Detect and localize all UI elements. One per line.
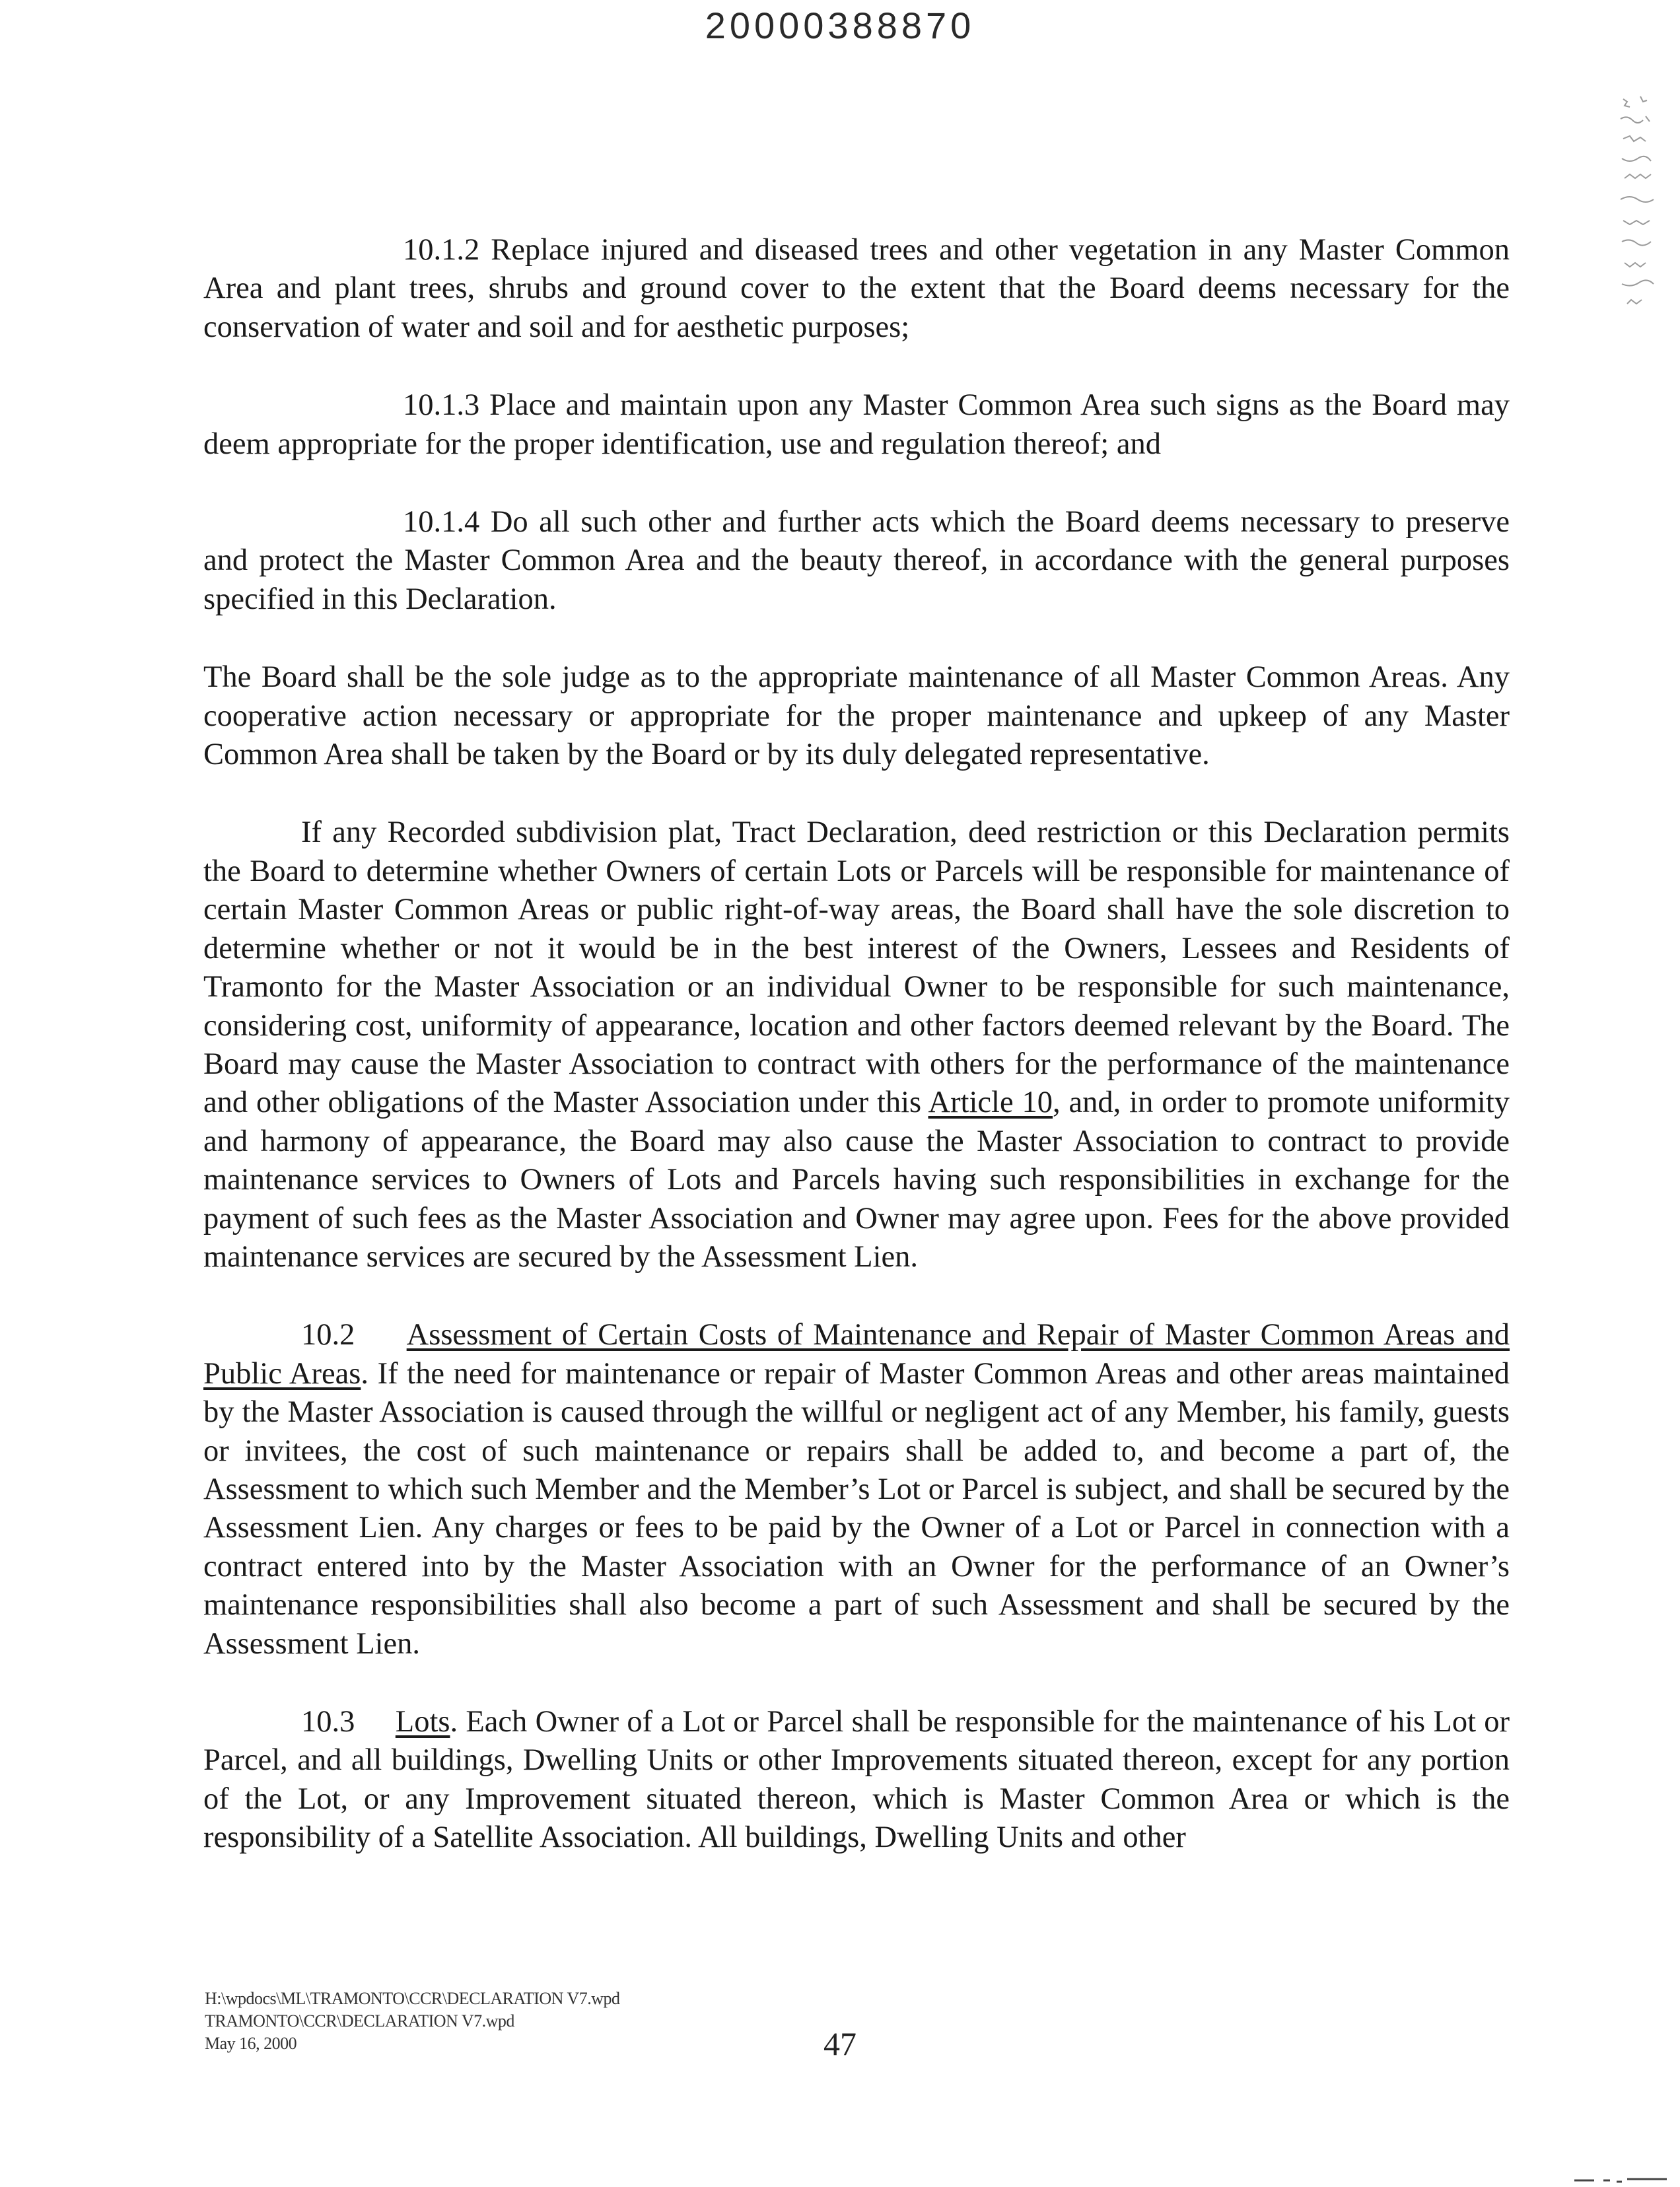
paragraph-recorded-plat [203, 814, 1510, 1276]
scan-corner-marks [1548, 2167, 1680, 2187]
section-10-2 [203, 1316, 1510, 1663]
section-10-3-body: . Each Owner of a Lot or Parcel shall be responsible for the maintenance of his Lot or Parcel, and all buildings, Dwelling Units or other Improvements situated thereon, except for any portion of the Lot, or any Improvement situated thereon, which is Master Common Area or which is the responsibility of a Satellite Association. All buildings, Dwelling Units and other [203, 1705, 1510, 1855]
recording-stamp [1614, 92, 1662, 317]
section-10-2-body: . If the need for maintenance or repair of Master Common Areas and other areas maintained by the Master Association is caused through the willful or negligent act of any Member, his family, guests or invitees, the cost of such maintenance or repairs shall be added to, and become a part of, the Assessment to which such Member and the Member’s Lot or Parcel is subject, and shall be secured by the Assessment Lien. Any charges or fees to be paid by the Owner of a Lot or Parcel in connection with a contract entered into by the Master Association with an Owner for the performance of an Owner’s maintenance responsibilities shall also become a part of such Assessment and shall be secured by the Assessment Lien. [203, 1356, 1510, 1661]
section-10-3-heading: Lots [395, 1705, 450, 1739]
footer-path-line-2: TRAMONTO\CCR\DECLARATION V7.wpd [205, 2011, 514, 2031]
page-number: 47 [823, 2025, 857, 2062]
section-10-2-heading: Assessment of Certain Costs of Maintenance and Repair of Master Common Areas and Public Areas [203, 1318, 1510, 1391]
paragraph-10-1-4: 10.1.4 Do all such other and further acts which the Board deems necessary to preserve and protect the Master Common Area and the beauty thereof, in accordance with the general purposes specified in this Declaration. [203, 505, 1510, 616]
document-number: 20000388870 [705, 5, 975, 46]
footer-date: May 16, 2000 [205, 2034, 297, 2053]
section-10-3 [203, 1703, 1510, 1857]
section-10-3-number: 10.3 [301, 1705, 355, 1739]
paragraph-10-1-2: 10.1.2 Replace injured and diseased trees and other vegetation in any Master Common Area and plant trees, shrubs and ground cover to the extent that the Board deems necessary for the conservation of water and soil and for aesthetic purposes; [203, 233, 1510, 344]
footer-path-line-1: H:\wpdocs\ML\TRAMONTO\CCR\DECLARATION V7.wpd [205, 1989, 620, 2008]
section-10-2-number: 10.2 [301, 1318, 355, 1352]
paragraph-recorded-plat-text-continued: , and, in order to promote uniformity and harmony of appearance, the Board may also cause the Master Association to contract to provide maintenance services to Owners of Lots and Parcels having such responsibilities in exchange for the payment of such fees as the Master Association and Owner may agree upon. Fees for the above provided maintenance services are secured by the Assessment Lien. [203, 1086, 1510, 1274]
paragraph-recorded-plat-text: If any Recorded subdivision plat, Tract Declaration, deed restriction or this Declaration permits the Board to determine whether Owners of certain Lots or Parcels will be responsible for maintenance of certain Master Common Areas or public right-of-way areas, the Board shall have the sole discretion to determine whether or not it would be in the best interest of the Owners, Lessees and Residents of Tramonto for the Master Association or an individual Owner to be responsible for such maintenance, considering cost, uniformity of appearance, location and other factors deemed relevant by the Board. The Board may cause the Master Association to contract with others for the performance of the maintenance and other obligations of the Master Association under this [203, 816, 1510, 1120]
document-body [203, 231, 1510, 1857]
article-10-reference: Article 10 [928, 1086, 1053, 1120]
paragraph-board-judge: The Board shall be the sole judge as to the appropriate maintenance of all Master Common Areas. Any cooperative action necessary or appropriate for the proper maintenance and upkeep of any Master Common Area shall be taken by the Board or by its duly delegated representative. [203, 660, 1510, 772]
paragraph-10-1-3: 10.1.3 Place and maintain upon any Master Common Area such signs as the Board may deem appropriate for the proper identification, use and regulation thereof; and [203, 388, 1510, 461]
